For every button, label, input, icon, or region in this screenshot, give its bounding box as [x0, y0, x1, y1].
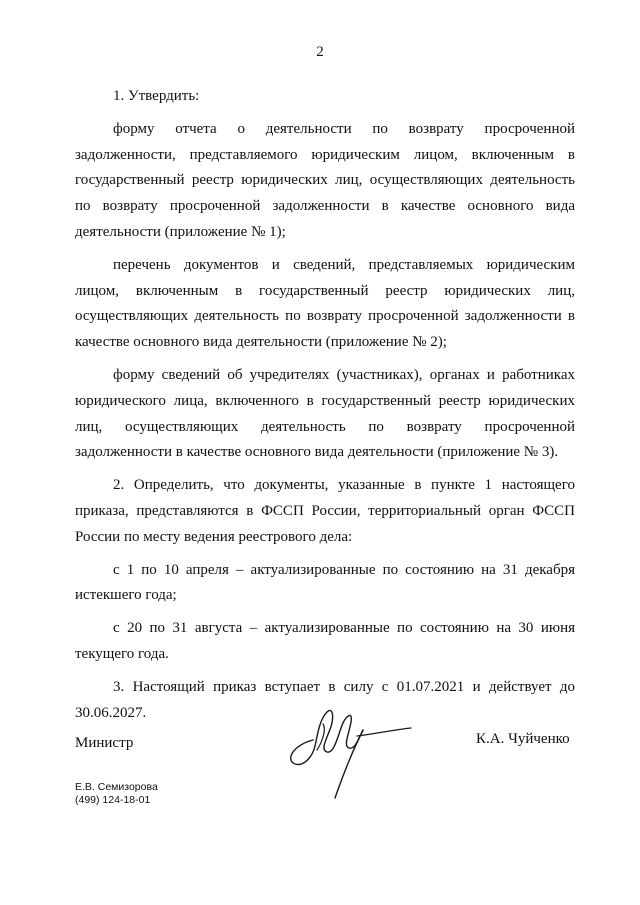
paragraph-submission-rules: 2. Определить, что документы, указанные в пункте 1 настоящего приказа, представляются в ФССП России, территориальный орган ФССП России по месту ведения реестрового дела: [75, 477, 575, 545]
paragraph-april-term: с 1 по 10 апреля – актуализированные по состоянию на 31 декабря истекшего года; [75, 561, 575, 604]
signer-name: К.А. Чуйченко [476, 731, 570, 747]
paragraph-report-form: форму отчета о деятельности по возврату просроченной задолженности, представляемого юридическим лицом, включенным в государственный реестр юридических лиц, осуществляющих деятельность по возврату просроченной задолженности в качестве основного вида деятельности (приложение № 1); [75, 120, 575, 240]
paragraph-effective-date: 3. Настоящий приказ вступает в силу с 01.07.2021 и действует до 30.06.2027. [75, 678, 575, 721]
executor-name: Е.В. Семизорова [75, 781, 158, 793]
executor-info [75, 781, 158, 807]
paragraph-approve-heading: 1. Утвердить: [113, 88, 200, 104]
paragraph-document-list: перечень документов и сведений, представляемых юридическим лицом, включенным в государственный реестр юридических лиц, осуществляющих деятельность по возврату просроченной задолженности в качестве основного вида деятельности (приложение № 2); [75, 256, 575, 351]
handwritten-signature [283, 700, 418, 800]
document-body [75, 84, 575, 733]
position-title: Министр [75, 735, 134, 751]
paragraph-founders-form: форму сведений об учредителях (участниках), органах и работниках юридического лица, включенного в государственный реестр юридических лиц, осуществляющих деятельность по возврату просроченной задолженности в качестве основного вида деятельности (приложение № 3). [75, 366, 575, 461]
paragraph-august-term: с 20 по 31 августа – актуализированные по состоянию на 30 июня текущего года. [75, 620, 575, 662]
page-number: 2 [316, 44, 324, 60]
executor-phone: (499) 124-18-01 [75, 794, 151, 806]
